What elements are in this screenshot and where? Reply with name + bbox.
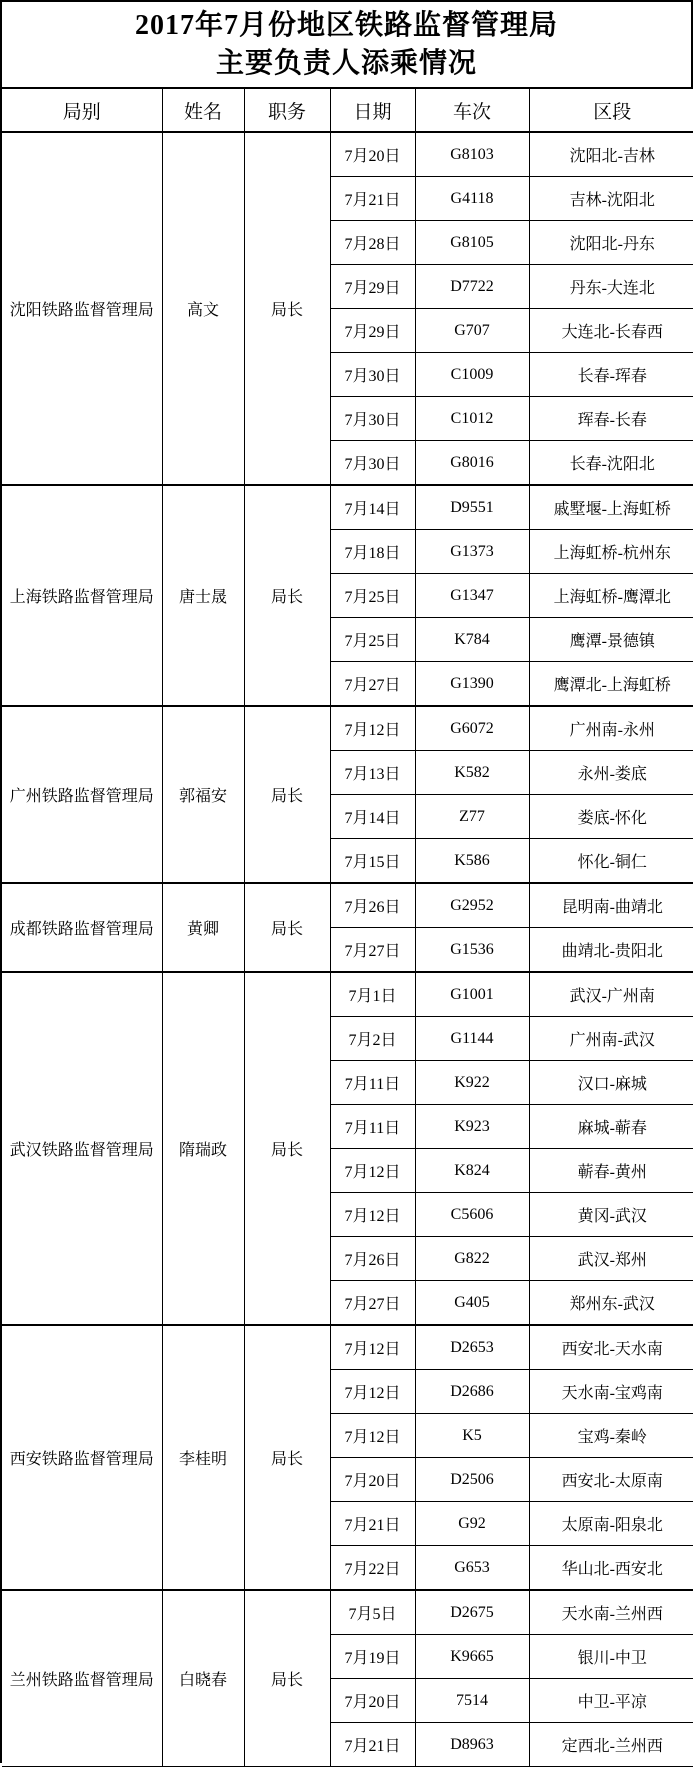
table-row <box>2 1590 693 1635</box>
date-cell: 7月26日 <box>330 883 415 928</box>
segment-cell: 武汉-广州南 <box>529 972 693 1017</box>
segment-cell: 天水南-宝鸡南 <box>529 1370 693 1414</box>
segment-cell: 定西北-兰州西 <box>529 1723 693 1767</box>
segment-cell: 蕲春-黄州 <box>529 1149 693 1193</box>
name-cell: 唐士晟 <box>162 485 244 706</box>
column-header-train: 车次 <box>415 89 529 132</box>
date-cell: 7月21日 <box>330 177 415 221</box>
table-row <box>2 883 693 928</box>
segment-cell: 中卫-平凉 <box>529 1679 693 1723</box>
train-cell: G8105 <box>415 221 529 265</box>
position-cell: 局长 <box>244 883 330 972</box>
train-cell: Z77 <box>415 795 529 839</box>
segment-cell: 沈阳北-丹东 <box>529 221 693 265</box>
column-header-name: 姓名 <box>162 89 244 132</box>
date-cell: 7月14日 <box>330 485 415 530</box>
train-cell: G1144 <box>415 1017 529 1061</box>
train-cell: 7514 <box>415 1679 529 1723</box>
date-cell: 7月21日 <box>330 1502 415 1546</box>
date-cell: 7月5日 <box>330 1590 415 1635</box>
date-cell: 7月12日 <box>330 1325 415 1370</box>
date-cell: 7月25日 <box>330 574 415 618</box>
name-cell: 李桂明 <box>162 1325 244 1590</box>
train-cell: D9551 <box>415 485 529 530</box>
train-cell: G405 <box>415 1281 529 1326</box>
train-cell: G8103 <box>415 132 529 177</box>
segment-cell: 长春-沈阳北 <box>529 441 693 486</box>
bureau-cell: 广州铁路监督管理局 <box>2 706 162 883</box>
column-header-date: 日期 <box>330 89 415 132</box>
segment-cell: 太原南-阳泉北 <box>529 1502 693 1546</box>
report-title-line1: 2017年7月份地区铁路监督管理局 <box>134 9 558 41</box>
table-row <box>2 972 693 1017</box>
report-title-line2: 主要负责人添乘情况 <box>215 47 477 79</box>
segment-cell: 西安北-天水南 <box>529 1325 693 1370</box>
train-cell: G2952 <box>415 883 529 928</box>
date-cell: 7月12日 <box>330 1149 415 1193</box>
segment-cell: 宝鸡-秦岭 <box>529 1414 693 1458</box>
table-row <box>2 132 693 177</box>
date-cell: 7月12日 <box>330 706 415 751</box>
date-cell: 7月30日 <box>330 397 415 441</box>
train-cell: G1390 <box>415 662 529 707</box>
position-cell: 局长 <box>244 1590 330 1767</box>
header-row <box>2 89 693 132</box>
column-header-position: 职务 <box>244 89 330 132</box>
date-cell: 7月13日 <box>330 751 415 795</box>
train-cell: C1012 <box>415 397 529 441</box>
train-cell: D2675 <box>415 1590 529 1635</box>
segment-cell: 长春-珲春 <box>529 353 693 397</box>
bureau-cell: 沈阳铁路监督管理局 <box>2 132 162 485</box>
segment-cell: 大连北-长春西 <box>529 309 693 353</box>
date-cell: 7月29日 <box>330 265 415 309</box>
date-cell: 7月11日 <box>330 1105 415 1149</box>
segment-cell: 西安北-太原南 <box>529 1458 693 1502</box>
date-cell: 7月27日 <box>330 928 415 973</box>
segment-cell: 珲春-长春 <box>529 397 693 441</box>
segment-cell: 丹东-大连北 <box>529 265 693 309</box>
report-title <box>2 2 691 89</box>
train-cell: G653 <box>415 1546 529 1591</box>
date-cell: 7月27日 <box>330 1281 415 1326</box>
table-row <box>2 1325 693 1370</box>
train-cell: D7722 <box>415 265 529 309</box>
segment-cell: 银川-中卫 <box>529 1635 693 1679</box>
train-cell: K5 <box>415 1414 529 1458</box>
segment-cell: 广州南-武汉 <box>529 1017 693 1061</box>
segment-cell: 汉口-麻城 <box>529 1061 693 1105</box>
date-cell: 7月19日 <box>330 1635 415 1679</box>
name-cell: 郭福安 <box>162 706 244 883</box>
train-cell: D8963 <box>415 1723 529 1767</box>
segment-cell: 黄冈-武汉 <box>529 1193 693 1237</box>
segment-cell: 广州南-永州 <box>529 706 693 751</box>
date-cell: 7月14日 <box>330 795 415 839</box>
train-cell: K922 <box>415 1061 529 1105</box>
train-cell: G6072 <box>415 706 529 751</box>
train-cell: G1347 <box>415 574 529 618</box>
position-cell: 局长 <box>244 485 330 706</box>
train-cell: G4118 <box>415 177 529 221</box>
train-cell: G822 <box>415 1237 529 1281</box>
date-cell: 7月12日 <box>330 1414 415 1458</box>
segment-cell: 华山北-西安北 <box>529 1546 693 1591</box>
position-cell: 局长 <box>244 1325 330 1590</box>
table-row <box>2 706 693 751</box>
train-cell: K923 <box>415 1105 529 1149</box>
bureau-cell: 武汉铁路监督管理局 <box>2 972 162 1325</box>
train-cell: G92 <box>415 1502 529 1546</box>
segment-cell: 娄底-怀化 <box>529 795 693 839</box>
train-cell: G8016 <box>415 441 529 486</box>
position-cell: 局长 <box>244 132 330 485</box>
train-cell: K824 <box>415 1149 529 1193</box>
inspection-table <box>2 89 693 1767</box>
name-cell: 高文 <box>162 132 244 485</box>
date-cell: 7月20日 <box>330 1458 415 1502</box>
segment-cell: 永州-娄底 <box>529 751 693 795</box>
date-cell: 7月22日 <box>330 1546 415 1591</box>
date-cell: 7月20日 <box>330 132 415 177</box>
date-cell: 7月26日 <box>330 1237 415 1281</box>
segment-cell: 麻城-蕲春 <box>529 1105 693 1149</box>
date-cell: 7月18日 <box>330 530 415 574</box>
train-cell: K9665 <box>415 1635 529 1679</box>
date-cell: 7月30日 <box>330 441 415 486</box>
segment-cell: 吉林-沈阳北 <box>529 177 693 221</box>
bureau-cell: 上海铁路监督管理局 <box>2 485 162 706</box>
date-cell: 7月29日 <box>330 309 415 353</box>
bureau-cell: 成都铁路监督管理局 <box>2 883 162 972</box>
name-cell: 黄卿 <box>162 883 244 972</box>
name-cell: 白晓春 <box>162 1590 244 1767</box>
column-header-segment: 区段 <box>529 89 693 132</box>
train-cell: D2653 <box>415 1325 529 1370</box>
column-header-bureau: 局别 <box>2 89 162 132</box>
segment-cell: 武汉-郑州 <box>529 1237 693 1281</box>
train-cell: D2686 <box>415 1370 529 1414</box>
bureau-cell: 西安铁路监督管理局 <box>2 1325 162 1590</box>
train-cell: D2506 <box>415 1458 529 1502</box>
segment-cell: 上海虹桥-杭州东 <box>529 530 693 574</box>
train-cell: K582 <box>415 751 529 795</box>
train-cell: K586 <box>415 839 529 884</box>
date-cell: 7月21日 <box>330 1723 415 1767</box>
bureau-cell: 兰州铁路监督管理局 <box>2 1590 162 1767</box>
train-cell: G1536 <box>415 928 529 973</box>
train-cell: G1373 <box>415 530 529 574</box>
segment-cell: 昆明南-曲靖北 <box>529 883 693 928</box>
segment-cell: 鹰潭-景德镇 <box>529 618 693 662</box>
name-cell: 隋瑞政 <box>162 972 244 1325</box>
date-cell: 7月25日 <box>330 618 415 662</box>
segment-cell: 上海虹桥-鹰潭北 <box>529 574 693 618</box>
date-cell: 7月20日 <box>330 1679 415 1723</box>
date-cell: 7月27日 <box>330 662 415 707</box>
date-cell: 7月1日 <box>330 972 415 1017</box>
date-cell: 7月28日 <box>330 221 415 265</box>
segment-cell: 戚墅堰-上海虹桥 <box>529 485 693 530</box>
train-cell: G707 <box>415 309 529 353</box>
segment-cell: 曲靖北-贵阳北 <box>529 928 693 973</box>
train-cell: G1001 <box>415 972 529 1017</box>
train-cell: K784 <box>415 618 529 662</box>
date-cell: 7月12日 <box>330 1370 415 1414</box>
train-cell: C5606 <box>415 1193 529 1237</box>
segment-cell: 沈阳北-吉林 <box>529 132 693 177</box>
segment-cell: 鹰潭北-上海虹桥 <box>529 662 693 707</box>
date-cell: 7月2日 <box>330 1017 415 1061</box>
table-body <box>2 132 693 1767</box>
table-row <box>2 485 693 530</box>
position-cell: 局长 <box>244 706 330 883</box>
segment-cell: 郑州东-武汉 <box>529 1281 693 1326</box>
train-cell: C1009 <box>415 353 529 397</box>
segment-cell: 怀化-铜仁 <box>529 839 693 884</box>
date-cell: 7月15日 <box>330 839 415 884</box>
segment-cell: 天水南-兰州西 <box>529 1590 693 1635</box>
date-cell: 7月11日 <box>330 1061 415 1105</box>
date-cell: 7月30日 <box>330 353 415 397</box>
position-cell: 局长 <box>244 972 330 1325</box>
date-cell: 7月12日 <box>330 1193 415 1237</box>
